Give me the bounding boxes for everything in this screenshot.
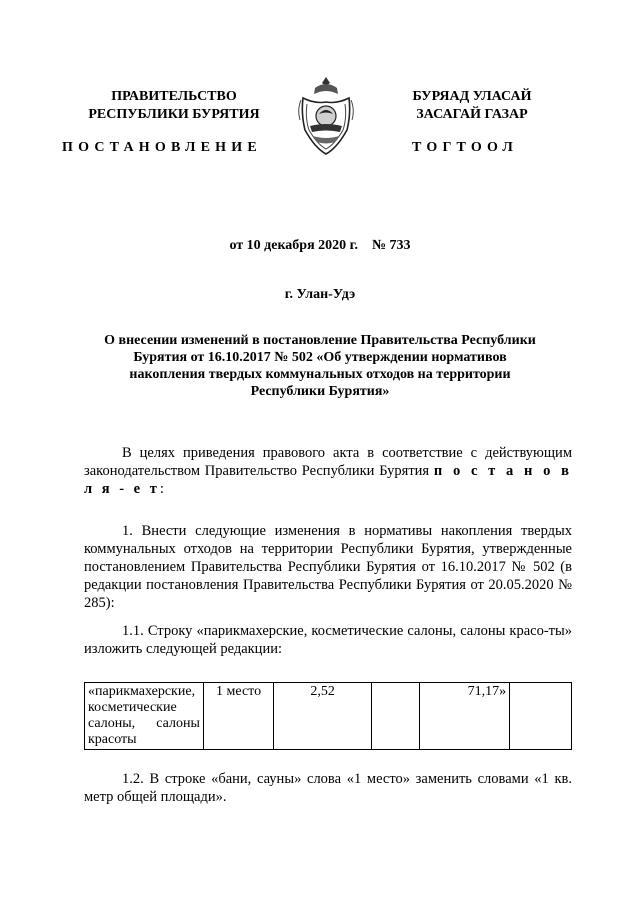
doc-type-right: ТОГТООЛ xyxy=(412,140,519,155)
table-cell: 2,52 xyxy=(274,683,372,750)
document-title: О внесении изменений в постановление Правительства Республики Бурятия от 16.10.2017 № 502 «Об утверждении нормативов накопления твердых коммунальных отходов на территории Республики Бурятия» xyxy=(104,333,536,399)
amendment-table xyxy=(84,682,572,750)
intro-paragraph xyxy=(84,444,572,498)
header-right-line2: ЗАСАГАЙ ГАЗАР xyxy=(416,107,528,122)
item-1: 1. Внести следующие изменения в нормативы накопления твердых коммунальных отходов на территории Республики Бурятия, утвержденные постановлением Правительства Республики Бурятия от 16.10.2017 № 502 (в редакции постановления Правительства Республики Бурятия от 20.05.2020 № 285): xyxy=(84,523,572,611)
header-left-line1: ПРАВИТЕЛЬСТВО xyxy=(111,89,237,104)
coat-of-arms-icon xyxy=(297,74,355,158)
table-cell: 1 место xyxy=(203,683,273,750)
intro-text: В целях приведения правового акта в соответствие с действующим законодательством Правительство Республики Бурятия xyxy=(84,445,572,479)
table-cell: 71,17» xyxy=(420,683,510,750)
date-line: от 10 декабря 2020 г. № 733 xyxy=(229,238,411,253)
header-right-line1: БУРЯАД УЛАСАЙ xyxy=(412,89,532,104)
item-1-1: 1.1. Строку «парикмахерские, косметические салоны, салоны красо-ты» изложить следующей редакции: xyxy=(84,623,572,657)
city: г. Улан-Удэ xyxy=(284,287,356,302)
header-left xyxy=(60,88,288,124)
header-right xyxy=(358,88,586,124)
decree-word: п о с т а н о в л я - е т xyxy=(84,463,572,497)
table-cell xyxy=(371,683,419,750)
table-cell xyxy=(510,683,572,750)
table-cell: «парикмахерские, косметические салоны, салоны красоты xyxy=(85,683,204,750)
intro-end: : xyxy=(159,481,164,497)
item-1-2: 1.2. В строке «бани, сауны» слова «1 место» заменить словами «1 кв. метр общей площади». xyxy=(84,771,572,805)
header-left-line2: РЕСПУБЛИКИ БУРЯТИЯ xyxy=(88,107,260,122)
table-row xyxy=(85,683,572,750)
doc-type-left: ПОСТАНОВЛЕНИЕ xyxy=(62,140,262,155)
